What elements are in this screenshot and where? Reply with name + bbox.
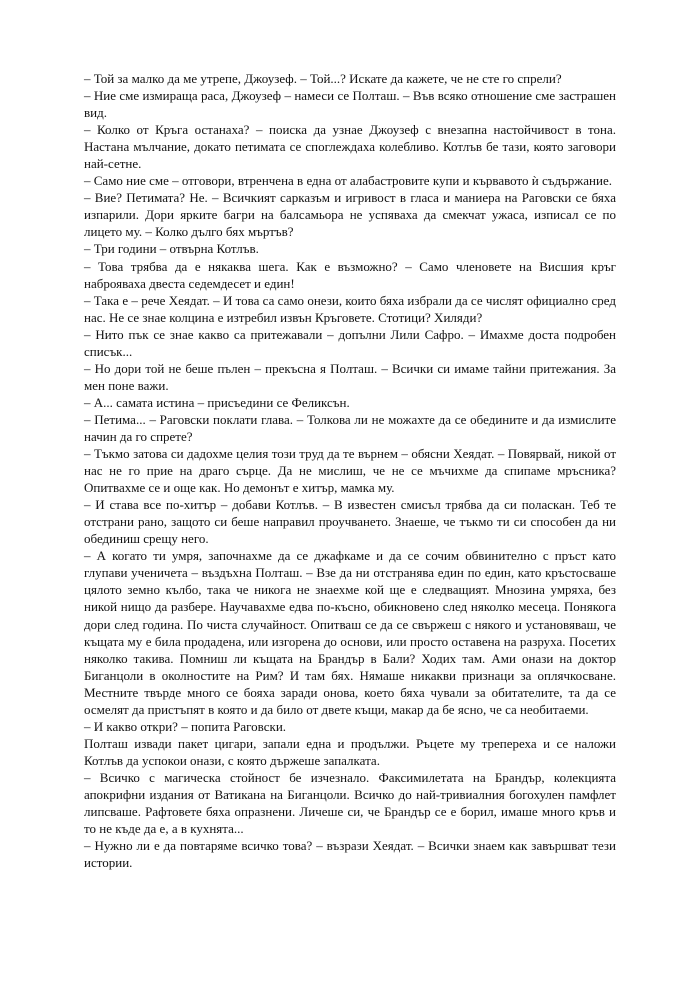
paragraph-10: – Но дори той не беше пълен – прекъсна я Полташ. – Всички си имаме тайни притежания. За мен поне важи. (84, 360, 616, 393)
paragraph-12: – Петима... – Раговски поклати глава. – Толкова ли не можахте да се обедините и да измислите начин да го спрете? (84, 411, 616, 444)
document-body (84, 70, 616, 871)
paragraph-16: – И какво откри? – попита Раговски. (84, 718, 287, 734)
paragraph-3: – Колко от Кръга останаха? – поиска да узнае Джоузеф с внезапна настойчивост в тона. Настана мълчание, докато петимата се споглеждаха колебливо. Котлъв бе тази, която заговори най-сетне. (84, 122, 616, 172)
paragraph-11: – А... самата истина – присъедини се Феликсън. (84, 394, 350, 410)
paragraph-7: – Това трябва да е някаква шега. Как е възможно? – Само членовете на Висшия кръг наброяваха двеста седемдесет и един! (84, 258, 616, 291)
paragraph-4: – Само ние сме – отговори, втренчена в една от алабастровите купи и кървавото ѝ съдържание. (84, 173, 612, 189)
paragraph-8: – Така е – рече Хеядат. – И това са само онези, които бяха избрали да се числят официално сред нас. Не се знае колцина е изтребил извън Кръговете. Стотици? Хиляди? (84, 292, 616, 325)
paragraph-5: – Вие? Петимата? Не. – Всичкият сарказъм и игривост в гласа и маниера на Раговски се бяха изпарили. Дори ярките багри на балсамьора не успяваха да смекчат ужаса, изписал се по лицето му. – Колко дълго бях мъртъв? (84, 190, 616, 240)
paragraph-15: – А когато ти умря, започнахме да се джафкаме и да се сочим обвинително с пръст като глупави ученичета – въздъхна Полташ. – Взе да ни отстранява един по един, като кръстосваше цялото земно кълбо, така че никога не знаехме кой ще е следващият. Мнозина умряха, без никой нищо да разбере. Научавахме едва по-късно, обикновено след няколко месеца. Понякога дори след година. По чиста случайност. Опитваш се да се свържеш с някого и установяваш, че къщата му е била продадена, или изгорена до основи, или просто оставена на разруха. Посетих няколко такива. Помниш ли къщата на Брандър в Бали? Ходих там. Ами онази на доктор Биганцоли в околностите на Рим? И там бях. Нямаше никакви признаци за оплячкосване. Местните твърде много се бояха заради онова, което бяха чували за обитателите, та да се осмелят да пристъпят в която и да било от двете къщи, макар да бе ясно, че са необитаеми. (84, 548, 616, 717)
paragraph-6: – Три години – отвърна Котлъв. (84, 241, 259, 257)
paragraph-18: – Всичко с магическа стойност бе изчезнало. Факсимилетата на Брандър, колекцията апокрифни издания от Ватикана на Биганцоли. Всичко до най-тривиалния богохулен памфлет липсваше. Рафтовете бяха опразнени. Личеше си, че Брандър се е борил, имаше много кръв и то не къде да е, а в кухнята... (84, 769, 616, 837)
paragraph-2: – Ние сме измираща раса, Джоузеф – намеси се Полташ. – Във всяко отношение сме застрашен вид. (84, 88, 616, 121)
paragraph-13: – Тъкмо затова си дадохме целия този труд да те върнем – обясни Хеядат. – Повярвай, никой от нас не го прие на драго сърце. Да не мислиш, че не се мъчихме да спипаме мръсника? Опитвахме се и още как. Но демонът е хитър, мамка му. (84, 446, 616, 496)
paragraph-17: Полташ извади пакет цигари, запали една и продължи. Ръцете му трепереха и се наложи Котлъв да успокои онази, с която държеше запалката. (84, 735, 616, 768)
paragraph-14: – И става все по-хитър – добави Котлъв. – В известен смисъл трябва да си поласкан. Теб те отстрани рано, защото си беше направил проучването. Знаеше, че тъкмо ти си способен да ни обединиш срещу него. (84, 497, 616, 547)
paragraph-19: – Нужно ли е да повтаряме всичко това? – възрази Хеядат. – Всички знаем как завършват тези истории. (84, 838, 616, 871)
paragraph-1: – Той за малко да ме утрепе, Джоузеф. – Той...? Искате да кажете, че не сте го спрели? (84, 71, 562, 86)
paragraph-9: – Нито пък се знае какво са притежавали – допълни Лили Сафро. – Имахме доста подробен списък... (84, 326, 616, 359)
